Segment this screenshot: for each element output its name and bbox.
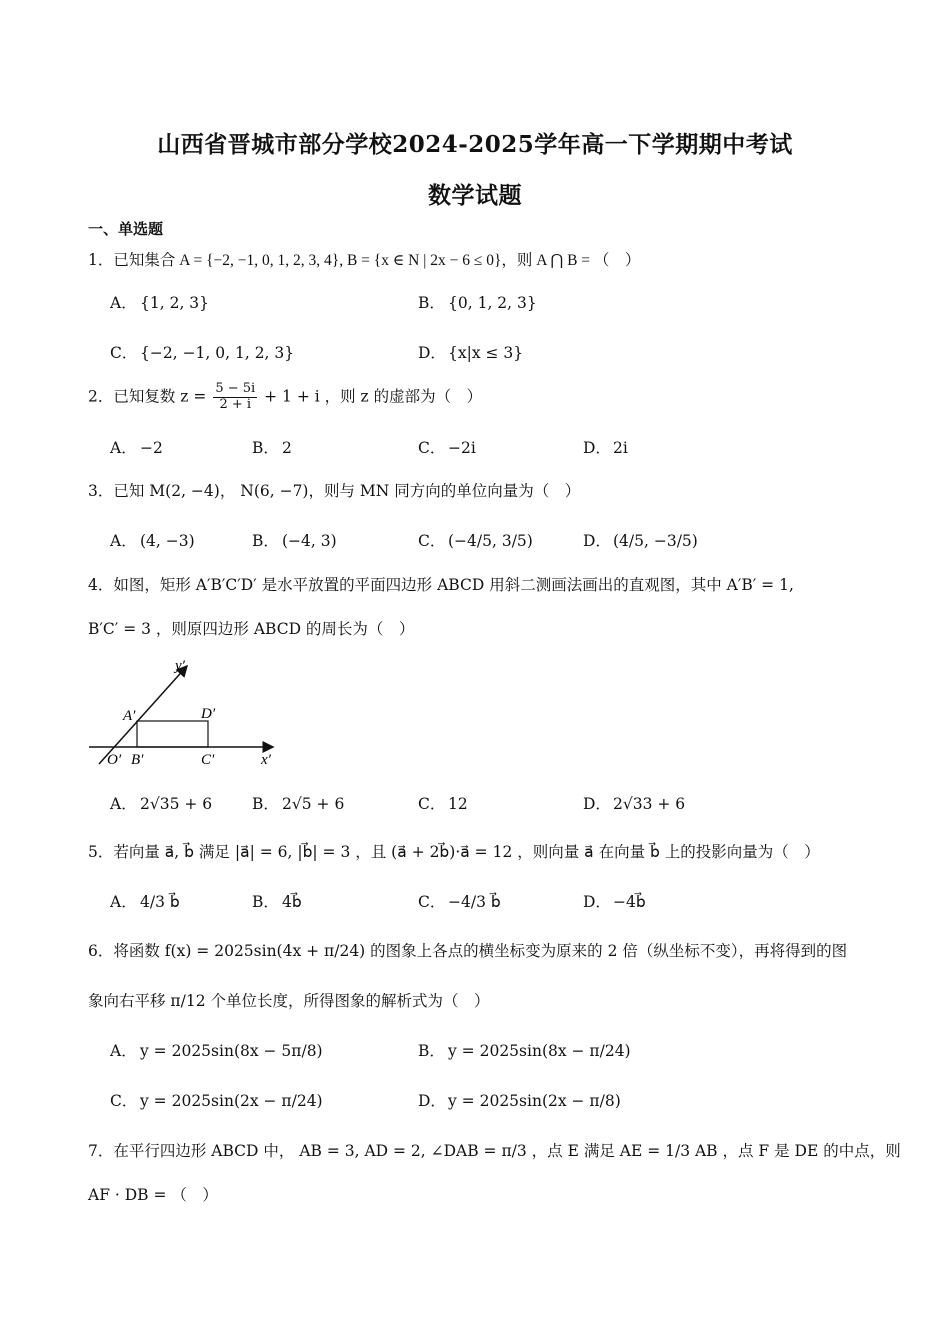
q4-option-d: D． 2√33 + 6 (583, 795, 686, 813)
q4-option-b: B． 2√5 + 6 (252, 795, 345, 813)
q5-option-a: A． 4/3 b⃗ (110, 893, 180, 911)
q1-option-b: B． {0, 1, 2, 3} (418, 294, 537, 312)
y-axis-line (99, 666, 187, 764)
x-axis-label: x′ (261, 752, 271, 768)
q3-option-b: B． (−4, 3) (252, 532, 337, 550)
question-3 (88, 479, 580, 501)
section-heading: 一、单选题 (88, 220, 164, 238)
question-stem: 若向量 a⃗, b⃗ 满足 |a⃗| = 6, |b⃗| = 3 ，且 (a⃗ + 2b⃗)·a⃗ = 12 ，则向量 a⃗ 在向量 b⃗ 上的投影向量为（ ） (113, 843, 820, 861)
q6-option-b: B． y = 2025sin(8x − π/24) (418, 1042, 631, 1060)
question-7-line1: 7．在平行四边形 ABCD 中， AB = 3, AD = 2, ∠DAB = π/3 ，点 E 满足 AE = 1/3 AB ，点 F 是 DE 的中点，则 (88, 1142, 901, 1160)
q5-option-c: C． −4/3 b⃗ (418, 893, 501, 911)
exam-title: 山西省晋城市部分学校2024-2025学年高一下学期期中考试 (157, 131, 793, 158)
q1-option-a: A． {1, 2, 3} (110, 294, 210, 312)
point-d-label: D′ (201, 706, 216, 722)
q4-option-c: C． 12 (418, 795, 468, 813)
question-number: 3． (88, 482, 114, 500)
y-axis-label: y′ (175, 658, 185, 674)
question-number: 6． (88, 942, 114, 960)
q2-option-d: D． 2i (583, 439, 628, 457)
q5-option-b: B． 4b⃗ (252, 893, 302, 911)
question-stem: 已知 M(2, −4)， N(6, −7)，则与 MN 同方向的单位向量为（ ） (113, 482, 581, 500)
q2-option-a: A． −2 (110, 439, 163, 457)
q3-option-c: C． (−4/5, 3/5) (418, 532, 533, 550)
point-c-label: C′ (201, 752, 215, 768)
q6-option-c: C． y = 2025sin(2x − π/24) (110, 1092, 323, 1110)
question-2: 2．已知复数 z = $\frac{5 - 5i}{2 + i}$ + 1 + i ，则 z 的虚部为（ ） (88, 381, 483, 412)
q5-option-d: D． −4b⃗ (583, 893, 646, 911)
question-4-line1: 4．如图，矩形 A′B′C′D′ 是水平放置的平面四边形 ABCD 用斜二测画法画出的直观图，其中 A′B′ = 1, (88, 576, 794, 594)
question-7-line2: AF · DB = （ ） (88, 1186, 218, 1204)
question-number: 2． (88, 387, 114, 406)
q3-option-d: D． (4/5, −3/5) (583, 532, 698, 550)
origin-label: O′ (107, 752, 122, 768)
question-number: 1． (88, 251, 114, 269)
q1-option-d: D． {x|x ≤ 3} (418, 344, 524, 362)
oblique-projection-figure (85, 652, 285, 772)
q1-option-c: C． {−2, −1, 0, 1, 2, 3} (110, 344, 295, 362)
q6-option-d: D． y = 2025sin(2x − π/8) (418, 1092, 621, 1110)
q6-option-a: A． y = 2025sin(8x − 5π/8) (110, 1042, 323, 1060)
fraction: $\frac{5 - 5i}{2 + i}$ (215, 381, 256, 412)
question-6-line2: 象向右平移 π/12 个单位长度，所得图象的解析式为（ ） (88, 992, 490, 1010)
question-stem: 已知集合 A = {−2, −1, 0, 1, 2, 3, 4}, B = {x ∈ N | 2x − 6 ≤ 0}，则 A ⋂ B = （ ） (113, 252, 641, 269)
q2-option-c: C． −2i (418, 439, 476, 457)
question-number: 4． (88, 576, 114, 594)
question-1 (88, 248, 640, 270)
question-number: 7． (88, 1142, 114, 1160)
question-4-line2: B′C′ = 3 ，则原四边形 ABCD 的周长为（ ） (88, 620, 415, 638)
q4-option-a: A． 2√35 + 6 (110, 795, 213, 813)
q3-option-a: A． (4, −3) (110, 532, 195, 550)
point-a-label: A′ (123, 708, 136, 724)
question-6-line1: 6．将函数 f(x) = 2025sin(4x + π/24) 的图象上各点的横坐标变为原来的 2 倍（纵坐标不变），再将得到的图 (88, 942, 848, 960)
point-b-label: B′ (131, 752, 144, 768)
question-5 (88, 840, 820, 862)
rectangle-abcd (137, 721, 208, 747)
question-number: 5． (88, 843, 114, 861)
exam-subtitle: 数学试题 (428, 182, 522, 209)
q2-option-b: B． 2 (252, 439, 292, 457)
